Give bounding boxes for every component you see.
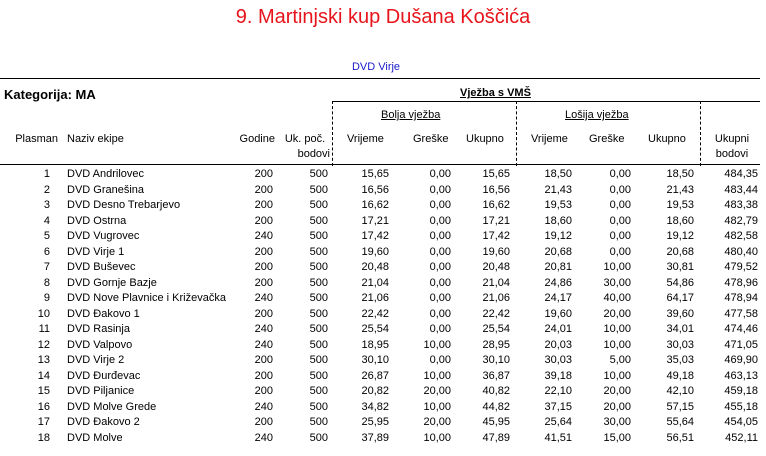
header-greske-1: Greške (413, 133, 449, 145)
cell-team-name: DVD Virje 1 (67, 245, 125, 258)
cell-total: 479,52 (724, 261, 758, 273)
cell-vrijeme-1: 16,62 (361, 199, 389, 211)
cell-team-name: DVD Ostrna (67, 214, 127, 227)
cell-plasman: 8 (43, 276, 50, 289)
table-row (0, 323, 766, 339)
header-rule (0, 164, 760, 165)
cell-uk-poc: 500 (309, 431, 328, 444)
header-ukupno-2: Ukupno (648, 133, 686, 145)
cell-uk-poc: 500 (309, 230, 328, 242)
cell-greske-2: 0,00 (609, 183, 631, 196)
cell-team-name: DVD Nove Plavnice i Križevačka (67, 292, 226, 304)
cell-total: 480,40 (724, 245, 758, 258)
cell-total: 478,96 (724, 276, 758, 289)
table-row (0, 246, 766, 262)
cell-godine: 200 (254, 276, 273, 289)
cell-uk-poc: 500 (309, 416, 328, 428)
cell-plasman: 12 (37, 338, 50, 351)
cell-greske-1: 0,00 (429, 183, 451, 196)
cell-greske-2: 15,00 (603, 431, 631, 444)
cell-total: 463,13 (724, 369, 758, 382)
cell-godine: 200 (254, 369, 273, 382)
category-label: Kategorija: MA (4, 87, 96, 102)
cell-plasman: 16 (37, 400, 50, 413)
location-label: DVD Virje (351, 61, 401, 73)
cell-greske-2: 5,00 (609, 354, 631, 366)
cell-team-name: DVD Gornje Bazje (67, 276, 157, 289)
cell-plasman: 3 (43, 199, 50, 211)
table-row (0, 168, 766, 184)
cell-total: 469,90 (724, 354, 758, 366)
cell-ukupno-2: 20,68 (666, 245, 694, 258)
cell-plasman: 2 (43, 183, 50, 196)
cell-plasman: 5 (43, 230, 50, 242)
header-plasman: Plasman (15, 133, 58, 145)
cell-ukupno-2: 18,60 (666, 214, 694, 227)
cell-vrijeme-2: 24,86 (544, 276, 572, 289)
cell-greske-2: 10,00 (603, 369, 631, 382)
cell-ukupno-2: 54,86 (666, 276, 694, 289)
header-vrijeme-2: Vrijeme (531, 133, 568, 145)
cell-vrijeme-1: 20,82 (361, 385, 389, 397)
cell-team-name: DVD Andrilovec (67, 168, 145, 180)
cell-vrijeme-1: 22,42 (361, 307, 389, 320)
cell-greske-1: 0,00 (429, 214, 451, 227)
cell-team-name: DVD Virje 2 (67, 354, 125, 366)
cell-total: 471,05 (724, 338, 758, 351)
cell-vrijeme-1: 19,60 (361, 245, 389, 258)
cell-greske-2: 10,00 (603, 323, 631, 335)
cell-godine: 200 (254, 214, 273, 227)
divider-middle (516, 101, 517, 166)
cell-vrijeme-1: 17,21 (361, 214, 389, 227)
cell-greske-2: 0,00 (609, 230, 631, 242)
cell-vrijeme-2: 37,15 (544, 400, 572, 413)
cell-greske-1: 10,00 (423, 369, 451, 382)
cell-vrijeme-2: 20,03 (544, 338, 572, 351)
cell-greske-2: 0,00 (609, 214, 631, 227)
cell-vrijeme-1: 25,95 (361, 416, 389, 428)
cell-vrijeme-2: 30,03 (544, 354, 572, 366)
cell-vrijeme-1: 30,10 (361, 354, 389, 366)
cell-godine: 240 (254, 292, 273, 304)
cell-uk-poc: 500 (309, 307, 328, 320)
cell-ukupno-2: 49,18 (666, 369, 694, 382)
divider-left (332, 101, 333, 166)
cell-godine: 200 (254, 416, 273, 428)
cell-team-name: DVD Molve Grede (67, 400, 157, 413)
cell-ukupno-1: 15,65 (482, 168, 510, 180)
cell-vrijeme-1: 34,82 (361, 400, 389, 413)
cell-ukupno-2: 64,17 (666, 292, 694, 304)
cell-greske-2: 0,00 (609, 168, 631, 180)
cell-team-name: DVD Rasinja (67, 323, 130, 335)
header-uk-poc-bodovi: bodovi (297, 148, 330, 160)
table-row (0, 401, 766, 417)
cell-ukupno-1: 25,54 (482, 323, 510, 335)
cell-vrijeme-1: 18,95 (361, 338, 389, 351)
cell-greske-1: 10,00 (423, 431, 451, 444)
top-rule (0, 78, 760, 79)
cell-uk-poc: 500 (309, 354, 328, 366)
header-godine: Godine (239, 133, 275, 145)
cell-vrijeme-2: 41,51 (544, 431, 572, 444)
table-row (0, 308, 766, 324)
cell-greske-1: 20,00 (423, 416, 451, 428)
divider-right (700, 101, 701, 166)
cell-ukupno-1: 36,87 (482, 369, 510, 382)
cell-ukupno-2: 19,53 (666, 199, 694, 211)
cell-greske-2: 20,00 (603, 385, 631, 397)
header-ukupno-1: Ukupno (466, 133, 504, 145)
cell-uk-poc: 500 (309, 168, 328, 180)
cell-team-name: DVD Valpovo (67, 338, 133, 351)
cell-vrijeme-1: 16,56 (361, 183, 389, 196)
cell-greske-1: 0,00 (429, 230, 451, 242)
cell-ukupno-2: 30,81 (666, 261, 694, 273)
cell-ukupno-1: 21,06 (482, 292, 510, 304)
cell-total: 474,46 (724, 323, 758, 335)
table-row (0, 199, 766, 215)
cell-greske-1: 0,00 (429, 168, 451, 180)
cell-vrijeme-2: 19,60 (544, 307, 572, 320)
cell-total: 482,58 (724, 230, 758, 242)
cell-plasman: 7 (43, 261, 50, 273)
cell-ukupno-1: 17,42 (482, 230, 510, 242)
cell-team-name: DVD Granešina (67, 183, 145, 196)
cell-plasman: 6 (43, 245, 50, 258)
cell-plasman: 1 (43, 168, 50, 180)
header-greske-2: Greške (589, 133, 625, 145)
cell-team-name: DVD Đakovo 1 (67, 307, 140, 320)
table-row (0, 215, 766, 231)
cell-greske-2: 0,00 (609, 199, 631, 211)
cell-ukupno-1: 44,82 (482, 400, 510, 413)
cell-ukupno-1: 47,89 (482, 431, 510, 444)
table-row (0, 432, 766, 448)
cell-greske-1: 0,00 (429, 276, 451, 289)
cell-plasman: 13 (37, 354, 50, 366)
header-total: Ukupni (714, 133, 750, 145)
cell-vrijeme-2: 19,53 (544, 199, 572, 211)
cell-uk-poc: 500 (309, 276, 328, 289)
exercise-rule (332, 101, 760, 102)
cell-vrijeme-2: 21,43 (544, 183, 572, 196)
cell-vrijeme-2: 24,17 (544, 292, 572, 304)
cell-plasman: 4 (43, 214, 50, 227)
cell-plasman: 10 (37, 307, 50, 320)
header-total-bodovi: bodovi (715, 148, 749, 160)
cell-greske-2: 30,00 (603, 276, 631, 289)
cell-godine: 200 (254, 168, 273, 180)
table-row (0, 230, 766, 246)
cell-vrijeme-1: 17,42 (361, 230, 389, 242)
cell-greske-2: 10,00 (603, 338, 631, 351)
cell-godine: 200 (254, 183, 273, 196)
cell-ukupno-1: 20,48 (482, 261, 510, 273)
cell-vrijeme-1: 20,48 (361, 261, 389, 273)
cell-uk-poc: 500 (309, 385, 328, 397)
cell-vrijeme-2: 20,81 (544, 261, 572, 273)
cell-godine: 240 (254, 230, 273, 242)
cell-vrijeme-2: 39,18 (544, 369, 572, 382)
cell-ukupno-2: 42,10 (666, 385, 694, 397)
cell-greske-2: 10,00 (603, 261, 631, 273)
cell-plasman: 14 (37, 369, 50, 382)
cell-greske-2: 20,00 (603, 307, 631, 320)
cell-uk-poc: 500 (309, 261, 328, 273)
cell-uk-poc: 500 (309, 214, 328, 227)
cell-greske-1: 10,00 (423, 338, 451, 351)
table-row (0, 261, 766, 277)
cell-uk-poc: 500 (309, 292, 328, 304)
table-row (0, 370, 766, 386)
cell-ukupno-1: 45,95 (482, 416, 510, 428)
table-row (0, 292, 766, 308)
cell-ukupno-2: 21,43 (666, 183, 694, 196)
cell-vrijeme-1: 37,89 (361, 431, 389, 444)
header-better: Bolja vježba (381, 109, 441, 121)
table-row (0, 184, 766, 200)
cell-greske-1: 0,00 (429, 323, 451, 335)
cell-total: 482,79 (724, 214, 758, 227)
cell-uk-poc: 500 (309, 183, 328, 196)
table-row (0, 385, 766, 401)
cell-uk-poc: 500 (309, 369, 328, 382)
cell-greske-2: 40,00 (603, 292, 631, 304)
cell-vrijeme-2: 20,68 (544, 245, 572, 258)
cell-team-name: DVD Piljanice (67, 385, 135, 397)
cell-total: 459,18 (724, 385, 758, 397)
cell-godine: 200 (254, 354, 273, 366)
table-row (0, 354, 766, 370)
cell-vrijeme-1: 15,65 (361, 168, 389, 180)
cell-godine: 200 (254, 261, 273, 273)
cell-ukupno-2: 19,12 (666, 230, 694, 242)
cell-ukupno-2: 56,51 (666, 431, 694, 444)
cell-vrijeme-2: 18,60 (544, 214, 572, 227)
cell-greske-1: 0,00 (429, 292, 451, 304)
cell-plasman: 18 (37, 431, 50, 444)
cell-ukupno-2: 34,01 (666, 323, 694, 335)
cell-greske-1: 0,00 (429, 199, 451, 211)
cell-team-name: DVD Molve (67, 431, 123, 444)
cell-ukupno-1: 17,21 (482, 214, 510, 227)
cell-ukupno-1: 21,04 (482, 276, 510, 289)
cell-ukupno-1: 40,82 (482, 385, 510, 397)
cell-plasman: 15 (37, 385, 50, 397)
cell-total: 454,05 (724, 416, 758, 428)
cell-team-name: DVD Desno Trebarjevo (67, 199, 181, 211)
cell-greske-2: 30,00 (603, 416, 631, 428)
cell-uk-poc: 500 (309, 199, 328, 211)
cell-uk-poc: 500 (309, 245, 328, 258)
cell-total: 452,11 (725, 431, 758, 444)
cell-ukupno-1: 22,42 (482, 307, 510, 320)
cell-team-name: DVD Đakovo 2 (67, 416, 140, 428)
cell-uk-poc: 500 (309, 400, 328, 413)
cell-greske-1: 0,00 (429, 245, 451, 258)
header-exercise: Vježba s VMŠ (460, 87, 531, 99)
cell-greske-1: 20,00 (423, 385, 451, 397)
cell-ukupno-1: 30,10 (482, 354, 510, 366)
cell-ukupno-2: 30,03 (666, 338, 694, 351)
cell-greske-1: 0,00 (429, 261, 451, 273)
cell-ukupno-2: 35,03 (666, 354, 694, 366)
cell-vrijeme-2: 19,12 (544, 230, 572, 242)
cell-vrijeme-1: 21,04 (361, 276, 389, 289)
cell-team-name: DVD Đurđevac (67, 369, 141, 382)
header-name: Naziv ekipe (67, 133, 124, 145)
cell-godine: 240 (254, 323, 273, 335)
page-title: 9. Martinjski kup Dušana Koščića (235, 6, 531, 28)
cell-team-name: DVD Buševec (67, 261, 136, 273)
header-worse: Lošija vježba (565, 109, 629, 121)
cell-ukupno-1: 16,56 (482, 183, 510, 196)
table-row (0, 277, 766, 293)
cell-total: 483,38 (724, 199, 758, 211)
header-vrijeme-1: Vrijeme (347, 133, 384, 145)
cell-team-name: DVD Vugrovec (67, 230, 140, 242)
results-table (0, 168, 766, 447)
cell-vrijeme-2: 22,10 (544, 385, 572, 397)
cell-ukupno-1: 19,60 (482, 245, 510, 258)
header-uk-poc: Uk. poč. (284, 133, 326, 145)
cell-plasman: 11 (38, 323, 50, 335)
cell-greske-1: 10,00 (423, 400, 451, 413)
cell-vrijeme-2: 25,64 (544, 416, 572, 428)
cell-total: 455,18 (724, 400, 758, 413)
cell-ukupno-2: 55,64 (666, 416, 694, 428)
cell-uk-poc: 500 (309, 323, 328, 335)
cell-plasman: 9 (43, 292, 50, 304)
cell-vrijeme-2: 18,50 (544, 168, 572, 180)
cell-ukupno-2: 39,60 (666, 307, 694, 320)
table-row (0, 416, 766, 432)
cell-vrijeme-1: 26,87 (361, 369, 389, 382)
cell-ukupno-1: 16,62 (482, 199, 510, 211)
cell-greske-1: 0,00 (429, 307, 451, 320)
cell-godine: 200 (254, 199, 273, 211)
table-row (0, 339, 766, 355)
cell-ukupno-2: 18,50 (666, 168, 694, 180)
cell-vrijeme-1: 25,54 (361, 323, 389, 335)
cell-godine: 240 (254, 338, 273, 351)
cell-plasman: 17 (37, 416, 50, 428)
cell-greske-1: 0,00 (429, 354, 451, 366)
cell-total: 483,44 (724, 183, 758, 196)
cell-ukupno-1: 28,95 (482, 338, 510, 351)
cell-uk-poc: 500 (309, 338, 328, 351)
cell-total: 477,58 (724, 307, 758, 320)
cell-vrijeme-1: 21,06 (361, 292, 389, 304)
cell-vrijeme-2: 24,01 (544, 323, 572, 335)
cell-total: 478,94 (724, 292, 758, 304)
cell-godine: 240 (254, 431, 273, 444)
cell-godine: 200 (254, 307, 273, 320)
cell-godine: 240 (254, 400, 273, 413)
cell-greske-2: 20,00 (603, 400, 631, 413)
cell-total: 484,35 (724, 168, 758, 180)
cell-greske-2: 0,00 (609, 245, 631, 258)
cell-godine: 200 (254, 245, 273, 258)
cell-godine: 200 (254, 385, 273, 397)
cell-ukupno-2: 57,15 (666, 400, 694, 413)
